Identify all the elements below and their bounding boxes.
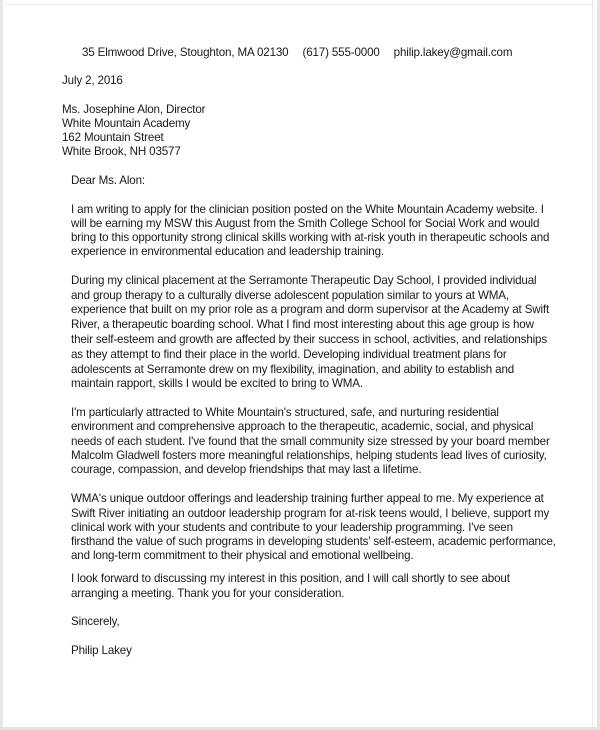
paragraph-line: environment and comprehensive approach to the therapeutic, academic, social, and physical bbox=[71, 420, 534, 433]
sender-address: 35 Elmwood Drive, Stoughton, MA 02130 bbox=[82, 46, 289, 59]
paragraph-line: bring to this opportunity strong clinical skills working with at-risk youth in therapeutic schools and bbox=[71, 231, 550, 244]
paragraph-line: experience in environmental education and leadership training. bbox=[71, 245, 384, 258]
letter-date: July 2, 2016 bbox=[62, 74, 123, 87]
paragraph-line: courage, compassion, and develop friendships that may last a lifetime. bbox=[71, 463, 422, 476]
paragraph-line: their self-esteem and growth are affected by their success in school, activities, and relationships bbox=[71, 333, 547, 346]
paragraph-line: Swift River initiating an outdoor leadership program for at-risk teens would, I believe, support my bbox=[71, 507, 550, 520]
paragraph-line: as they attempt to find their place in the world. Developing individual treatment plans for bbox=[71, 348, 507, 361]
paragraph-line: During my clinical placement at the Serramonte Therapeutic Day School, I provided individual bbox=[71, 274, 537, 287]
paragraph-line: experience that built on my prior role as a program and dorm supervisor at the Academy at Swift bbox=[71, 303, 550, 316]
recipient-line: White Mountain Academy bbox=[62, 117, 191, 130]
page-border-right-inner bbox=[592, 0, 593, 730]
page-border-left bbox=[0, 0, 3, 730]
paragraph-line: needs of each student. I've found that the small community size stressed by your board member bbox=[71, 435, 550, 448]
paragraph-line: will be earning my MSW this August from the Smith College School for Social Work and would bbox=[71, 217, 540, 230]
recipient-line: Ms. Josephine Alon, Director bbox=[62, 103, 206, 116]
paragraph-line: Malcolm Gladwell fosters more meaningful relationships, helping students lead lives of curiosity, bbox=[71, 449, 547, 462]
paragraph-line: adolescents at Serramonte drew on my flexibility, imagination, and ability to establish and bbox=[71, 363, 515, 376]
paragraph-line: I look forward to discussing my interest in this position, and I will call shortly to see about bbox=[71, 572, 510, 585]
recipient-line: 162 Mountain Street bbox=[62, 131, 164, 144]
paragraph-line: firsthand the value of such programs in developing students' self-esteem, academic performance, bbox=[71, 535, 556, 548]
paragraph-line: I am writing to apply for the clinician position posted on the White Mountain Academy website. I bbox=[71, 203, 544, 216]
recipient-line: White Brook, NH 03577 bbox=[62, 145, 181, 158]
sender-email: philip.lakey@gmail.com bbox=[393, 46, 513, 59]
salutation: Dear Ms. Alon: bbox=[71, 174, 145, 187]
signature: Philip Lakey bbox=[71, 644, 132, 657]
paragraph-line: and long-term commitment to their physical and emotional wellbeing. bbox=[71, 549, 414, 562]
paragraph-line: clinical work with your students and contribute to your leadership programming. I've seen bbox=[71, 521, 513, 534]
paragraph-line: River, a therapeutic boarding school. What I find most interesting about this age group is how bbox=[71, 318, 534, 331]
sender-phone: (617) 555-0000 bbox=[302, 46, 380, 59]
paragraph-line: arranging a meeting. Thank you for your consideration. bbox=[71, 587, 345, 600]
paragraph-line: maintain rapport, skills I would be excited to bring to WMA. bbox=[71, 377, 363, 390]
closing: Sincerely, bbox=[71, 615, 120, 628]
paragraph-line: WMA's unique outdoor offerings and leadership training further appeal to me. My experience at bbox=[71, 492, 544, 505]
paragraph-line: and group therapy to a culturally diverse adolescent population similar to yours at WMA, bbox=[71, 289, 509, 302]
paragraph-line: I'm particularly attracted to White Mountain's structured, safe, and nurturing residential bbox=[71, 406, 499, 419]
sender-contact-line bbox=[82, 46, 512, 60]
page-border-top bbox=[0, 4, 594, 5]
